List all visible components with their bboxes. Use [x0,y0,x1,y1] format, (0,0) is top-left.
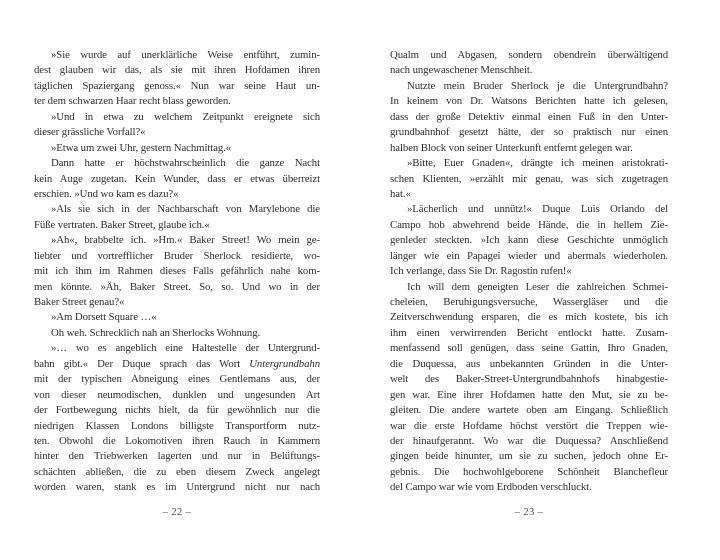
text-line: In keinem von Dr. Watsons Berichten hatte ich gelesen, [390,95,668,108]
text-line: der Fortbewegung nichts hielt, da für gewöhnlich nur die [34,404,320,417]
text-line: »Als sie sich in der Nachbarschaft von Marylebone die [51,203,320,216]
text-line: gleiten. Die andere wartete oben am Eingang. Schließlich [390,404,668,417]
text-line: war die erste Hofdame höchst verstört die Treppen wie- [390,419,668,432]
text-line: ten. Obwohl die Lokomotiven ihren Rauch in Kammern [34,434,320,447]
text-line: mit ich ihm im Rahmen dieses Falls gefährlich nahe kom- [34,265,320,278]
text-line: von dieser neumodischen, dunklen und ungesunden Art [34,388,320,401]
text-line: gen war. Eine ihrer Hofdamen hatte den Mut, sie zu be- [390,388,668,401]
text-line: der hinaufgerannt. Wo war die Duquessa? Anschließend [390,434,668,447]
text-line: hat.« [390,187,411,200]
text-line: Nutzte mein Bruder Sherlock je die Untergrundbahn? [407,79,668,92]
text-line: länger wie ein Papagei wieder und abermals wiederholen. [390,249,668,262]
page-right-number: – 23 – [514,507,544,518]
text-line: Oh weh. Schrecklich nah an Sherlocks Wohnung. [51,326,261,339]
text-line: Dann hatte er höchstwahrscheinlich die ganze Nacht [51,157,320,170]
text-line: Füße vertraten. Baker Street, glaube ich.« [34,218,210,231]
page-left-text [34,0,320,496]
text-line: »Lächerlich und unnütz!« Duque Luis Orlando del [407,203,668,216]
text-line: schen Klienten, »erzählt mir genau, was sich zugetragen [390,172,668,185]
text-line: men könnte. »Äh, Baker Street. So, so. Und wo in der [34,280,320,293]
text-line: »Ah«, brabbelte ich. »Hm.« Baker Street! Wo mein ge- [51,234,320,247]
text-line: schächten abließen, die zu eben diesem Zweck angelegt [34,465,320,478]
text-line: Baker Street genau?« [34,296,125,308]
text-line: liebter und vortrefflicher Bruder Sherlock residierte, wo- [34,249,320,262]
text-line: »Sie wurde auf unerklärliche Weise entführt, zumin- [51,49,320,61]
text-line: kein Auge zugetan. Kein Wunder, dass er etwas überreizt [34,172,320,185]
page-right [390,0,668,560]
text-line: niedrigen Klassen Londons billigste Transportform nutz- [34,419,320,432]
text-line: »Am Dorsett Square …« [51,311,157,324]
text-line: gingen beide hinunter, um sie zu suchen, jedoch ohne Er- [390,450,668,463]
text-line: ter dem schwarzen Haar recht blass geworden. [34,95,231,108]
text-line: nach ungewaschener Menschheit. [390,64,533,77]
text-line: Campo hob abwehrend beide Hände, die in hellem Zie- [390,218,668,231]
text-line: erschien. »Und wo kam es dazu?« [34,187,179,200]
page-left [34,0,320,560]
text-line: hinter den Triebwerken lagerten und nur in Belüftungs- [34,450,320,463]
text-line: dieser grässliche Vorfall?« [34,126,146,139]
text-line: die Duquessa, aus unbekannten Gründen in die Unter- [390,357,668,370]
text-line: »Und in etwa zu welchem Zeitpunkt ereignete sich [51,110,320,123]
text-line: bahn gibt.« Der Duque sprach das Wort Untergrundbahn [34,357,320,370]
text-line: »… wo es angeblich eine Haltestelle der Untergrund- [51,342,320,355]
text-line: Ich verlange, dass Sie Dr. Ragostin rufen!« [390,265,572,278]
text-line: ihm einen verwirrenden Bericht entlockt hatte. Zusam- [390,326,668,339]
text-line: gebnis. Die hochwohlgeborene Schönheit Blanchefleur [390,465,668,478]
text-line: welt des Baker-Street-Untergrundbahnhofs hinabgestie- [390,373,668,386]
text-line: dass der große Detektiv einmal einen Fuß in den Unter- [390,110,668,123]
text-line: »Etwa um zwei Uhr, gestern Nachmittag.« [51,141,232,154]
text-line: genleder steckten. »Ich kann diese Geschichte unmöglich [390,234,668,247]
text-line: halben Block von seiner Unterkunft entfernt gelegen war. [390,141,633,154]
text-line: Qualm und Abgasen, sondern obendrein überwältigend [390,49,668,61]
text-line: Zeitverschwendung ersparen, die es mich kostete, bis ich [390,311,668,324]
text-line: mit der typischen Abneigung eines Gentlemans aus, der [34,373,320,386]
text-line: Ich will dem geneigten Leser die zahlreichen Schmei- [407,280,668,293]
text-line: grundbahnhof gesetzt hätte, der so praktisch nur einen [390,126,668,139]
text-line: »Bitte, Euer Gnaden«, drängte ich meinen aristokrati- [407,157,668,170]
text-line: worden waren, stank es im Untergrund nicht nur nach [34,481,320,494]
text-line: dest glauben wir das, als sie mit ihren Hofdamen ihren [34,64,320,77]
page-right-text [390,0,668,496]
text-line: del Campo war wie vom Erdboden verschluckt. [390,481,592,494]
text-line: menfassend soll genügen, dass seine Gattin, Ihro Gnaden, [390,342,668,355]
page-left-number: – 22 – [162,507,192,518]
text-line: cheleien, Beruhigungsversuche, Wassergläser und die [390,296,668,308]
text-line: täglichen Spaziergang genoss.« Nun war seine Haut un- [34,79,320,92]
